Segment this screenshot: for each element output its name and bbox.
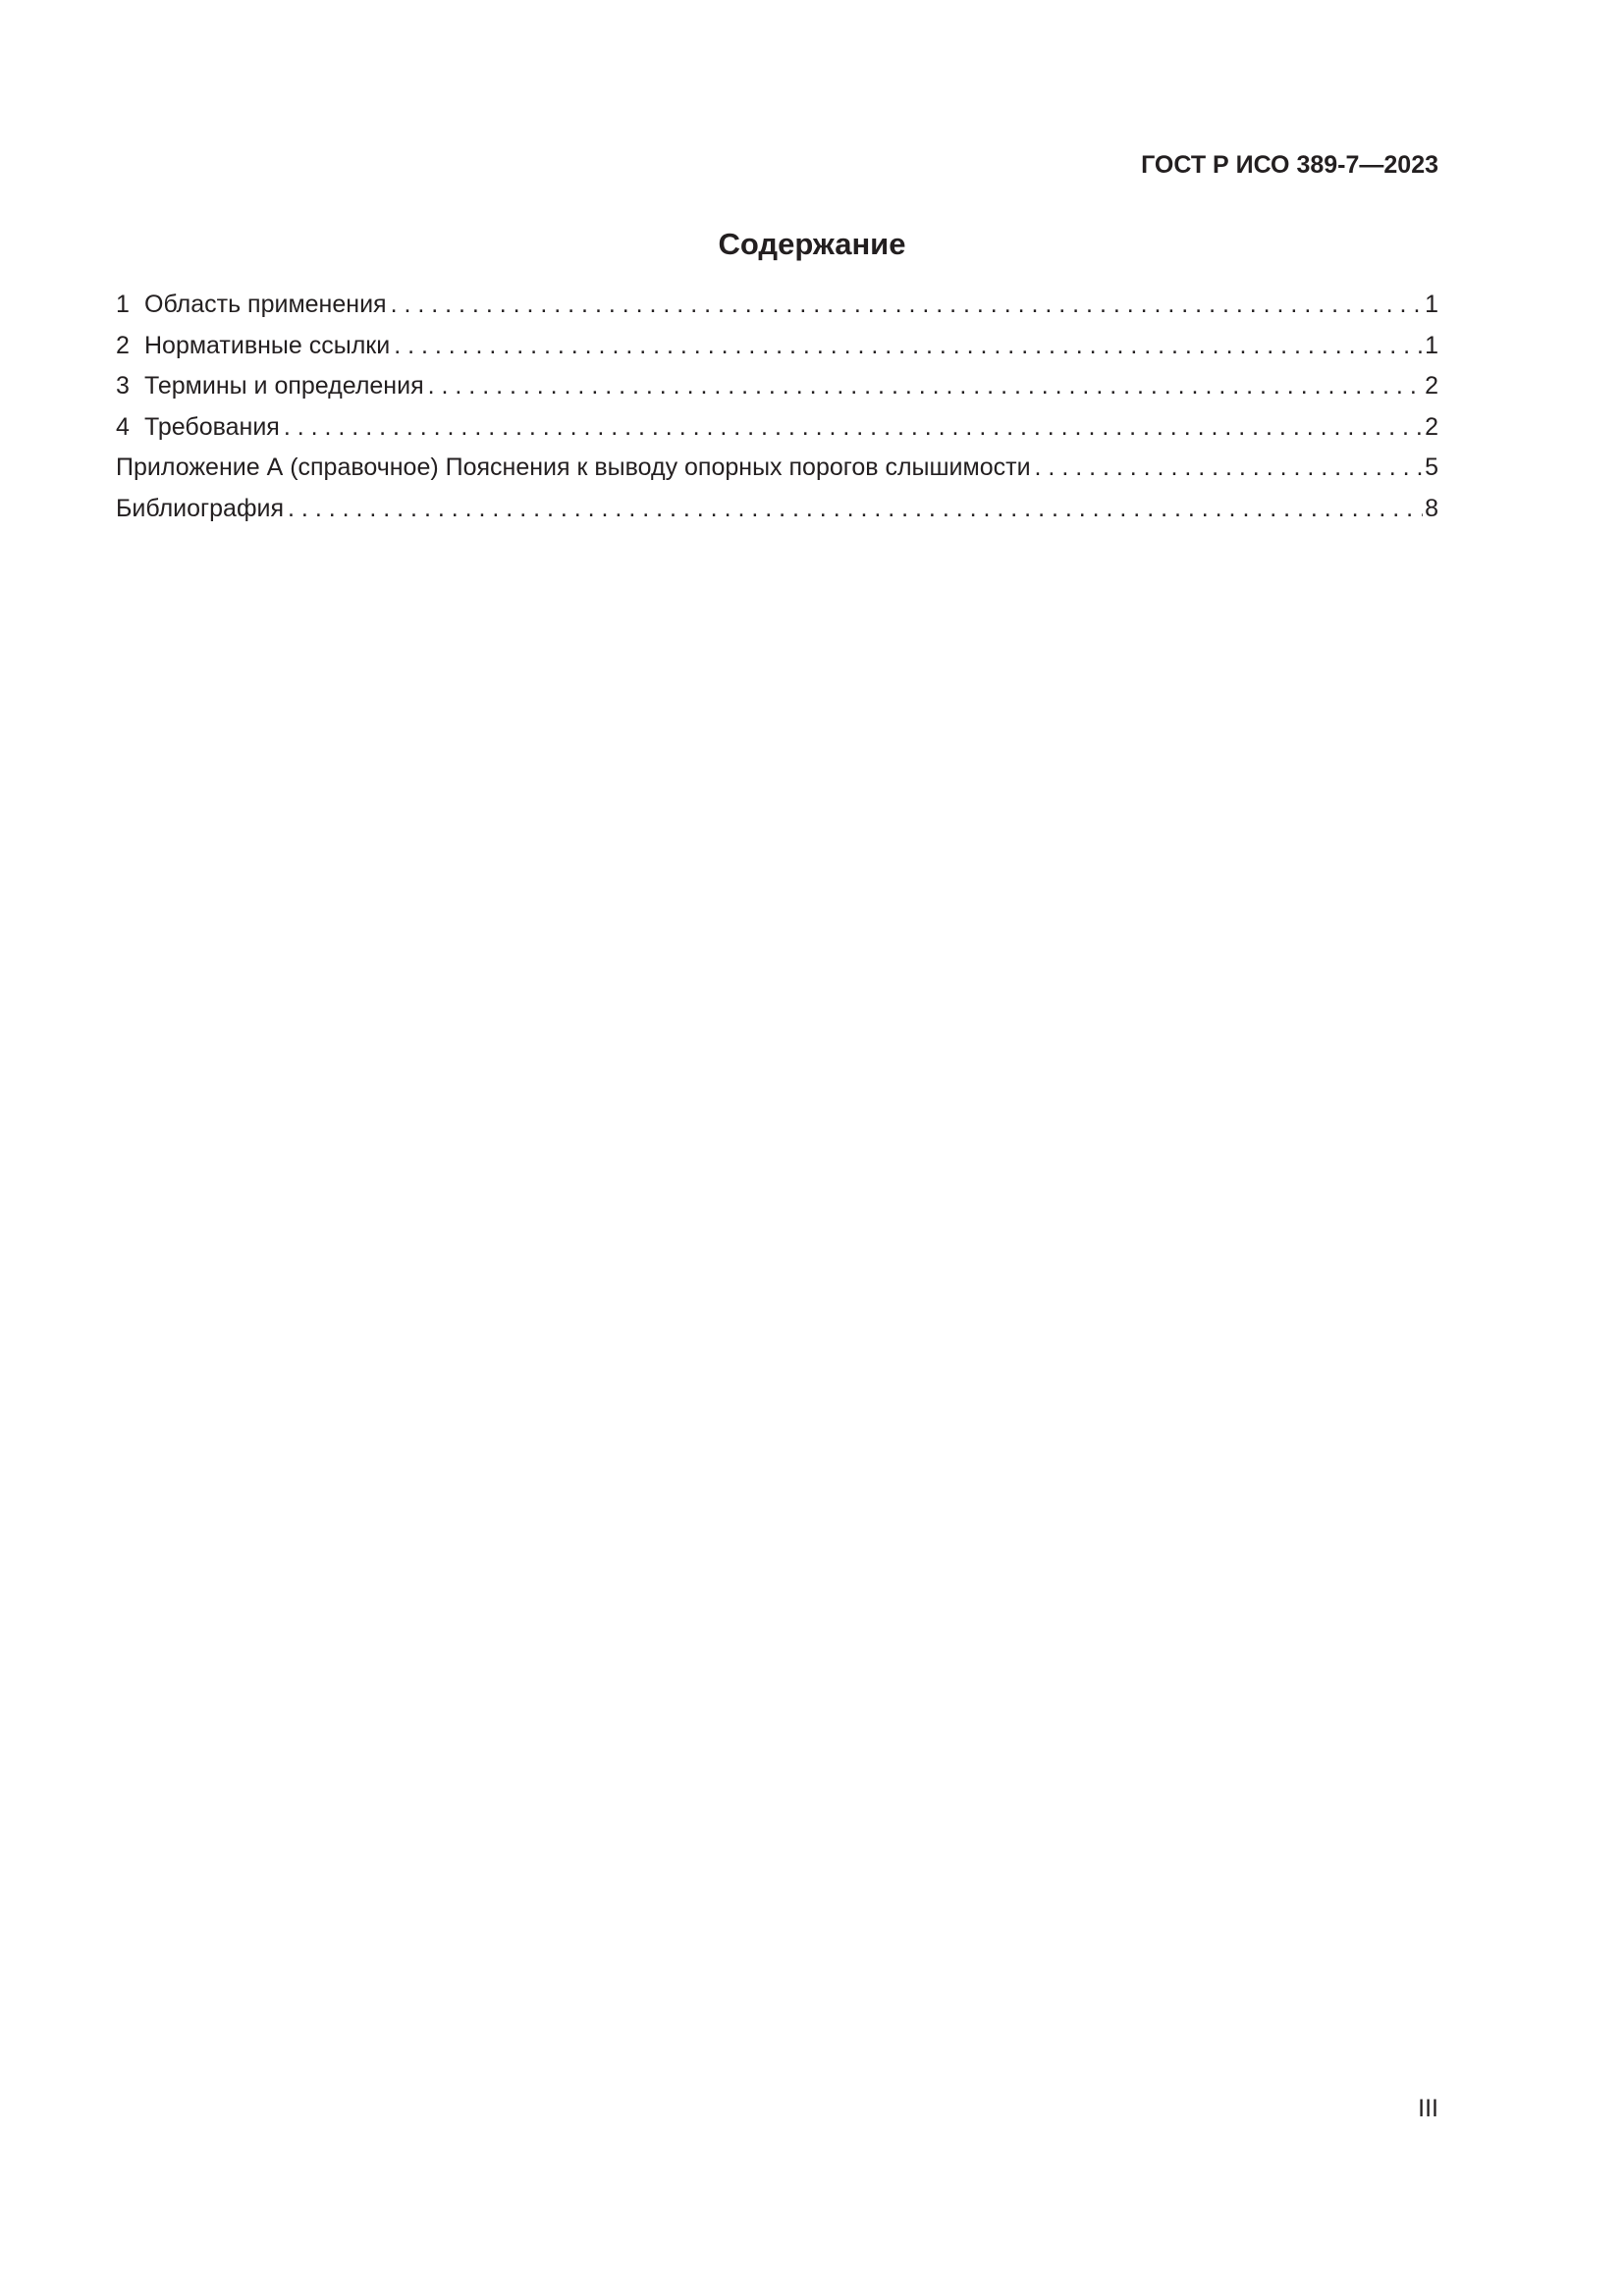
toc-dot-leader: [391, 285, 1424, 326]
toc-entry-scope[interactable]: [116, 285, 1438, 326]
toc-entry-requirements[interactable]: [116, 407, 1438, 449]
table-of-contents: [116, 285, 1438, 530]
document-code: ГОСТ Р ИСО 389-7—2023: [1141, 151, 1438, 179]
toc-entry-page: 1: [1425, 291, 1438, 318]
toc-entry-page: 2: [1425, 412, 1438, 441]
toc-entry-page: 8: [1425, 494, 1438, 522]
toc-dot-leader: [428, 366, 1423, 407]
toc-entry-number: 4: [116, 412, 130, 441]
toc-entry-title: Область применения: [144, 291, 387, 318]
toc-entry-number: 1: [116, 291, 130, 318]
toc-entry-title: Нормативные ссылки: [144, 331, 391, 359]
toc-entry-title: Библиография: [116, 494, 285, 522]
toc-entry-terms-definitions[interactable]: [116, 366, 1438, 407]
toc-entry-number: 3: [116, 372, 130, 400]
toc-title: Содержание: [718, 227, 906, 261]
page-number: III: [1418, 2095, 1438, 2122]
toc-entry-page: 2: [1425, 372, 1438, 400]
toc-dot-leader: [394, 326, 1423, 367]
toc-entry-title: Требования: [144, 412, 280, 441]
toc-entry-page: 5: [1425, 454, 1438, 482]
toc-entry-title: Приложение А (справочное) Пояснения к выводу опорных порогов слышимости: [116, 454, 1031, 482]
toc-entry-number: 2: [116, 331, 130, 359]
toc-dot-leader: [288, 489, 1423, 530]
toc-dot-leader: [284, 407, 1423, 449]
toc-entry-bibliography[interactable]: [116, 489, 1438, 530]
toc-entry-annex-a[interactable]: [116, 448, 1438, 489]
toc-entry-page: 1: [1425, 331, 1438, 359]
toc-entry-normative-references[interactable]: [116, 326, 1438, 367]
toc-entry-title: Термины и определения: [144, 372, 424, 400]
toc-dot-leader: [1035, 448, 1424, 489]
